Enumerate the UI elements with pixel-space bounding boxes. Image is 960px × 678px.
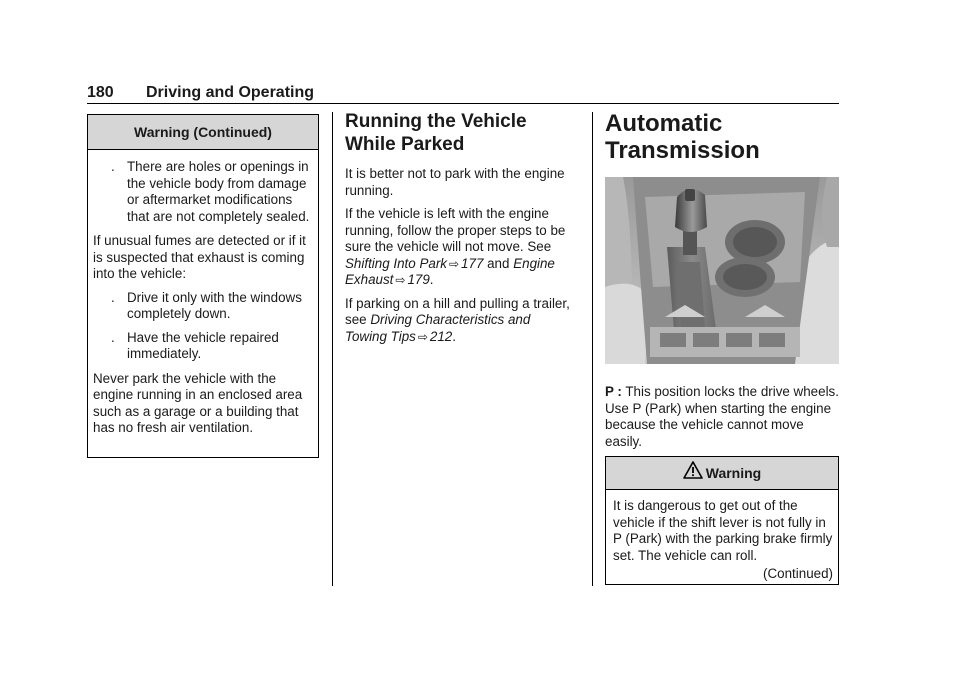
warning-continued-title: Warning (Continued) xyxy=(88,115,318,150)
warning-body xyxy=(606,490,840,583)
paragraph: If unusual fumes are detected or if it is suspected that exhaust is coming into the vehicle: xyxy=(93,233,306,281)
fumes-bullet-list xyxy=(93,290,316,363)
list-item: . There are holes or openings in the vehicle body from damage or aftermarket modifications that are not completely sealed. xyxy=(111,159,310,224)
page-reference[interactable]: 212 xyxy=(429,328,453,344)
header-rule xyxy=(87,103,839,104)
warning-continued-box xyxy=(87,114,319,458)
continued-label: (Continued) xyxy=(763,566,833,581)
cross-reference-link[interactable]: Driving Characteristics and Towing Tips xyxy=(345,312,531,344)
warning-bullet-list xyxy=(93,159,316,225)
paragraph: It is better not to park with the engine running. xyxy=(345,166,565,198)
paragraph: P : This position locks the drive wheels. Use P (Park) when starting the engine because the vehicle cannot move easily. xyxy=(605,384,839,449)
column-3-body xyxy=(605,384,839,457)
paragraph: Never park the vehicle with the engine running in an enclosed area such as a garage or a building that has no fresh air ventilation. xyxy=(93,370,303,435)
warning-box xyxy=(605,456,839,585)
section-heading-line-1: Automatic xyxy=(605,110,723,137)
arrow-right-icon: ⇨ xyxy=(417,329,428,344)
arrow-right-icon: ⇨ xyxy=(395,273,406,287)
cross-reference-link[interactable]: Engine Exhaust xyxy=(345,255,555,287)
paragraph: It is dangerous to get out of the vehicle if the shift lever is not fully in P (Park) with the parking brake firmly set. The vehicle can roll. xyxy=(613,498,833,563)
arrow-right-icon: ⇨ xyxy=(448,256,460,271)
paragraph: If parking on a hill and pulling a trailer, see Driving Characteristics and Towing Tips ⇨ 212. xyxy=(345,295,570,344)
page-header xyxy=(87,84,839,104)
page-reference[interactable]: 179 xyxy=(407,272,430,287)
list-item: . Have the vehicle repaired immediately. xyxy=(111,329,279,361)
shift-lever-illustration xyxy=(605,177,839,364)
cross-reference-link[interactable]: Shifting Into Park xyxy=(345,255,447,271)
list-item: . Drive it only with the windows completely down. xyxy=(111,289,302,321)
section-heading-line-2: Transmission xyxy=(605,137,760,164)
warning-title: Warning xyxy=(705,465,762,481)
section-title: Driving and Operating xyxy=(146,84,315,101)
column-divider-1 xyxy=(332,112,333,586)
column-3-heading xyxy=(605,110,839,164)
warning-continued-body xyxy=(88,150,320,437)
paragraph: If the vehicle is left with the engine running, follow the proper steps to be sure the vehicle will not move. See Shifting Into Park ⇨ 177 and Engine Exhaust ⇨ 179. xyxy=(345,206,566,287)
park-label: P : xyxy=(605,384,622,399)
column-2 xyxy=(345,110,575,352)
page-reference[interactable]: 177 xyxy=(461,255,484,271)
column-divider-2 xyxy=(592,112,593,586)
page-number: 180 xyxy=(87,84,114,101)
warning-title-bar xyxy=(606,457,838,490)
section-heading: Running the Vehicle While Parked xyxy=(345,111,527,155)
warning-icon xyxy=(683,458,703,490)
